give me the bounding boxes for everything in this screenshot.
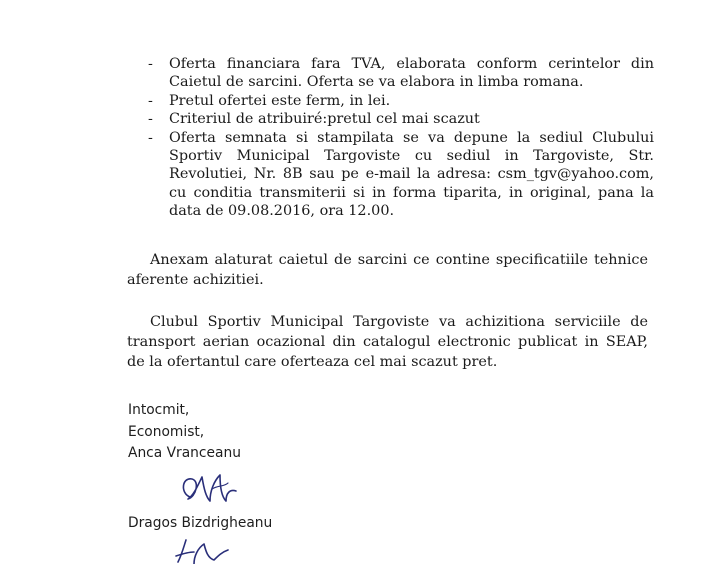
- bullet-text: Pretul ofertei este ferm, in lei.: [169, 92, 391, 109]
- handwritten-signature-2: [172, 538, 232, 564]
- handwritten-signature-1: [176, 467, 242, 509]
- bullet-text: Oferta semnata si stampilata se va depune la sediul Clubului Sportiv Municipal Targoviste cu sediul in Targoviste, Str. Revolutiei, Nr. 8B sau pe e-mail la adresa: csm_tgv@yahoo.com, cu conditia transmiterii si in forma tiparita, in original, pana la data de 09.08.2016, ora 12.00.: [169, 129, 654, 220]
- acquisition-paragraph: Clubul Sportiv Municipal Targoviste va achizitiona serviciile de transport aerian ocazional din catalogul electronic publicat in SEAP, de la ofertantul care oferteaza cel mai scazut pret.: [127, 314, 648, 370]
- prepared-by-block: [128, 400, 241, 465]
- prepared-by-label: Intocmit,: [128, 402, 190, 418]
- list-item: [148, 110, 654, 128]
- bullet-text: Criteriul de atribuiré:pretul cel mai scazut: [169, 111, 480, 128]
- second-signer: [128, 513, 272, 534]
- list-item: [148, 55, 654, 92]
- bullet-dash: -: [148, 129, 153, 146]
- list-item: [148, 92, 654, 110]
- bullet-dash: -: [148, 111, 153, 128]
- bullet-dash: -: [148, 92, 153, 109]
- annex-paragraph: Anexam alaturat caietul de sarcini ce contine specificatiile tehnice aferente achizitiei.: [127, 252, 648, 288]
- bullet-dash: -: [148, 56, 153, 72]
- second-signer-name: Dragos Bizdrigheanu: [128, 515, 273, 531]
- requirements-list: [148, 55, 654, 221]
- bullet-text: Oferta financiara fara TVA, elaborata conform cerintelor din Caietul de sarcini. Oferta se va elabora in limba romana.: [169, 56, 654, 91]
- list-item: [148, 129, 654, 221]
- role-label: Economist,: [128, 423, 205, 440]
- signer-name: Anca Vranceanu: [128, 445, 241, 461]
